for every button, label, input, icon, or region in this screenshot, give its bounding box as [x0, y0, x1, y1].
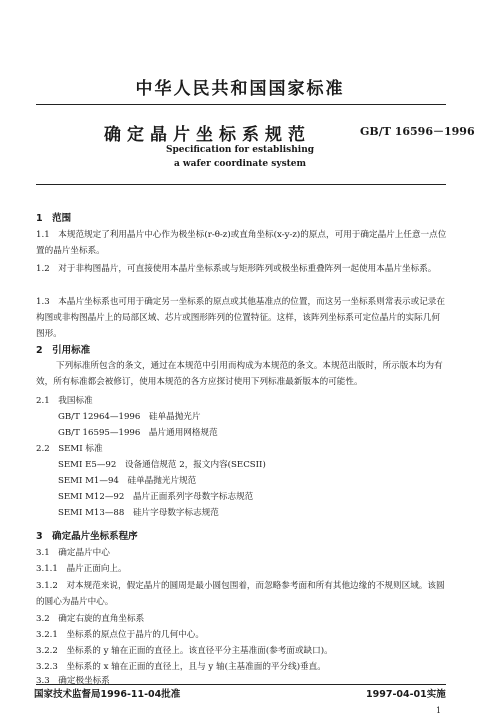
standard-code: GB/T 16596－1996 — [360, 125, 475, 138]
implementation-date: 1997-04-01实施 — [366, 689, 446, 700]
clause-3-3: 3.3 确定极坐标系 — [36, 676, 110, 686]
clause-3-2: 3.2 确定右旋的直角坐标系 — [36, 614, 145, 624]
section-2-intro: 下列标准所包含的条文，通过在本规范中引用而构成为本规范的条文。本规范出版时，所示版本均为有效，所有标准都会被修订，使用本规范的各方应探讨使用下列标准最新版本的可能性。 — [36, 361, 443, 387]
reference-gb-2: GB/T 16595—1996 晶片通用网格规范 — [58, 428, 218, 438]
section-2-heading: 2 引用标准 — [36, 345, 91, 356]
reference-gb-1: GB/T 12964—1996 硅单晶抛光片 — [58, 412, 201, 422]
reference-semi-4: SEMI M13—88 硅片字母数字标志规范 — [58, 508, 219, 518]
clause-3-1: 3.1 确定晶片中心 — [36, 548, 110, 558]
section-1-heading: 1 范围 — [36, 213, 72, 224]
english-title-line-1: Specification for establishing — [165, 145, 315, 155]
clause-3-1-1: 3.1.1 晶片正面向上。 — [36, 564, 127, 574]
page-number: 1 — [436, 706, 442, 715]
section-3-heading: 3 确定晶片坐标系程序 — [36, 531, 138, 542]
clause-3-2-3: 3.2.3 坐标系的 x 轴在正面的直径上，且与 y 轴(主基准面的平分线)垂直。 — [36, 662, 326, 672]
standard-title: 确定晶片坐标系规范 — [104, 125, 311, 145]
footer-divider — [36, 684, 446, 685]
header-divider — [36, 104, 446, 105]
reference-semi-2: SEMI M1—94 硅单晶抛光片规范 — [58, 476, 197, 486]
english-title-line-2: a wafer coordinate system — [173, 159, 307, 169]
clause-2-1: 2.1 我国标准 — [36, 396, 93, 406]
title-divider — [36, 184, 446, 185]
clause-3-2-1: 3.2.1 坐标系的原点位于晶片的几何中心。 — [36, 630, 204, 640]
clause-1-1: 1.1 本规范规定了利用晶片中心作为极坐标(r-θ-z)或直角坐标(x-y-z)的原点，可用于确定晶片上任意一点位置的晶片坐标系。 — [36, 230, 447, 256]
clause-2-2: 2.2 SEMI 标准 — [36, 444, 103, 454]
national-standard-header: 中华人民共和国国家标准 — [135, 79, 345, 99]
clause-3-1-2: 3.1.2 对本规范来说，假定晶片的圆周是最小圆包围着，而忽略参考面和所有其他边缘的不规则区域。该圆的圆心为晶片中心。 — [36, 581, 445, 607]
approval-date: 国家技术监督局1996-11-04批准 — [34, 689, 181, 700]
clause-1-3: 1.3 本晶片坐标系也可用于确定另一坐标系的原点或其他基准点的位置，而这另一坐标系则常表示或记录在构图或非构图晶片上的局部区域、芯片或图形阵列的位置特征。这样，该阵列坐标系可定位晶片的实际几何图形。 — [36, 297, 445, 339]
reference-semi-3: SEMI M12—92 晶片正面系列字母数字标志规范 — [58, 492, 254, 502]
reference-semi-1: SEMI E5—92 设备通信规范 2，报文内容(SECSII) — [58, 460, 266, 470]
clause-3-2-2: 3.2.2 坐标系的 y 轴在正面的直径上。该直径平分主基准面(参考面或缺口)。 — [36, 646, 333, 656]
clause-1-2: 1.2 对于非构图晶片，可直接使用本晶片坐标系或与矩形阵列或极坐标重叠阵列一起使用本晶片坐标系。 — [36, 264, 437, 274]
